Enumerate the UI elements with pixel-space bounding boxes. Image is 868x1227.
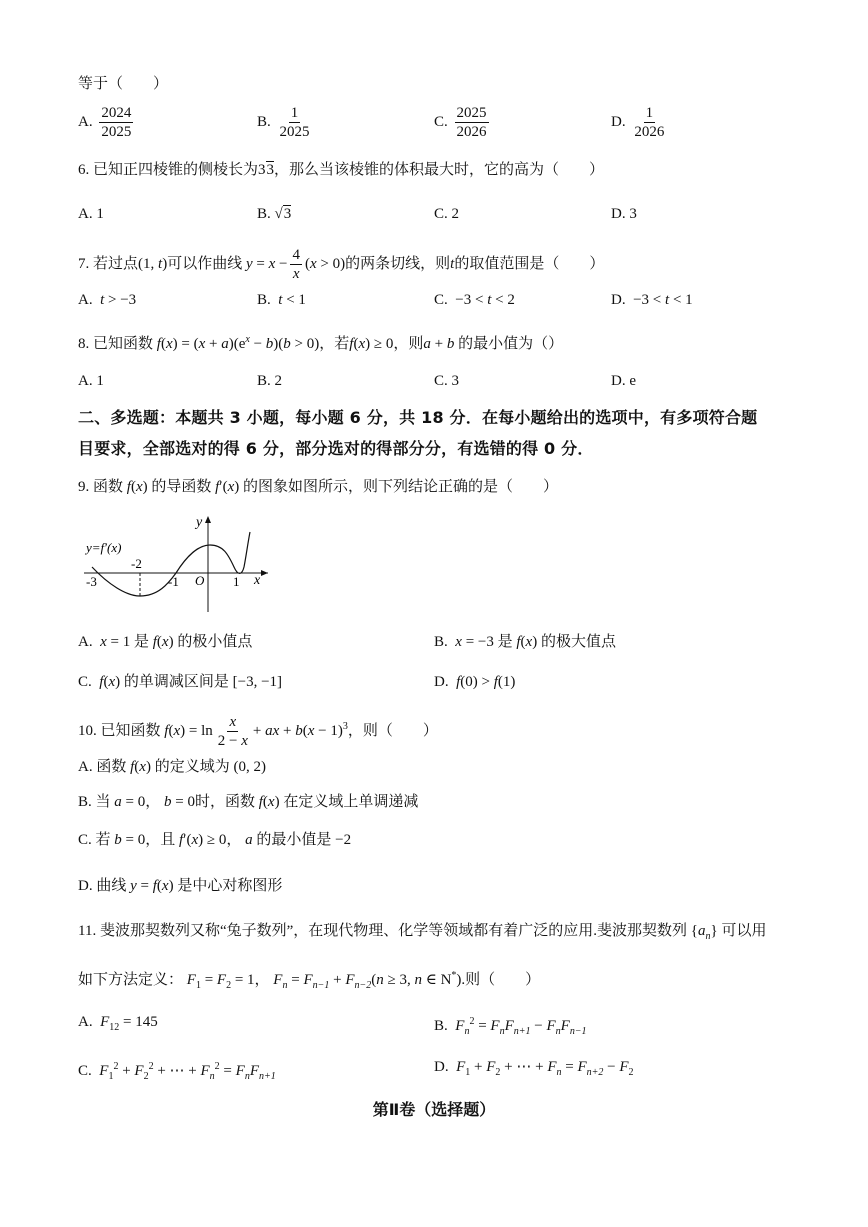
- q10-option-a[interactable]: A. 函数 f(x) 的定义域为 (0, 2): [78, 759, 266, 775]
- q7-stem: 7. 若过点(1, t)可以作曲线 y = x − $\frac{4}{x}$ (x > 0)的两条切线，则t的取值范围是（ ）: [78, 247, 605, 282]
- origin-label: O: [195, 573, 205, 588]
- q5-option-d[interactable]: D. $\frac{1}{2026}$: [611, 105, 665, 140]
- q7-option-a[interactable]: A. t > −3: [78, 292, 137, 308]
- q5-option-b-fraction: $\frac{1}{2025}$: [279, 105, 310, 140]
- x-axis-label: x: [254, 573, 261, 588]
- q5-tail: 等于（ ）: [78, 76, 169, 92]
- part-two-title: 第Ⅱ卷（选择题）: [372, 1100, 496, 1119]
- tick-label-neg3: -3: [86, 574, 97, 589]
- x-axis-arrow-icon: [261, 570, 268, 576]
- q8-option-b[interactable]: B. 2: [257, 373, 283, 389]
- q11-option-c[interactable]: C. $F_1^2 + F_2^2$ + ⋯ + $F_n^2 = F_nF_{n+1}$: [78, 1061, 276, 1082]
- q11-option-d[interactable]: D. $F_1 + F_2$ + ⋯ + $F_n = F_{n+2} - F_2$: [434, 1059, 634, 1078]
- q11-stem-line1: 11. 斐波那契数列又称“兔子数列”，在现代物理、化学等领域都有着广泛的应用.斐波那契数列 $\{a_n\}$ 可以用: [78, 923, 767, 942]
- q5-option-a-fraction: $\frac{2024}{2025}$: [101, 105, 132, 140]
- q8-option-c[interactable]: C. 3: [434, 373, 460, 389]
- q9-option-a[interactable]: A. x = 1 是 f(x) 的极小值点: [78, 634, 253, 650]
- q6-option-b[interactable]: B. √3: [257, 206, 292, 222]
- function-label: y=f′(x): [86, 540, 122, 555]
- q5-option-b[interactable]: B. $\frac{1}{2025}$: [257, 105, 310, 140]
- q11-option-b[interactable]: B. $F_n^2 = F_nF_{n+1} - F_nF_{n-1}$: [434, 1016, 587, 1037]
- q5-option-d-fraction: $\frac{1}{2026}$: [634, 105, 665, 140]
- y-axis-arrow-icon: [205, 516, 211, 523]
- q5-option-c[interactable]: C. $\frac{2025}{2026}$: [434, 105, 487, 140]
- q9-option-c[interactable]: C. f(x) 的单调减区间是 [−3, −1]: [78, 674, 283, 690]
- q11-stem-line2: 如下方法定义： $F_1 = F_2 = 1$， $F_n = F_{n-1} + F_{n-2}(n \ge 3$, n ∈ N*).则（ ）: [78, 970, 541, 991]
- tick-label-1: 1: [233, 574, 240, 589]
- q6-stem: 6. 已知正四棱锥的侧棱长为33，那么当该棱锥的体积最大时，它的高为（ ）: [78, 162, 605, 178]
- q9-option-b[interactable]: B. x = −3 是 f(x) 的极大值点: [434, 634, 616, 650]
- q6-option-d[interactable]: D. 3: [611, 206, 637, 222]
- q10-option-b[interactable]: B. 当 a = 0， b = 0时，函数 f(x) 在定义域上单调递减: [78, 794, 419, 810]
- q7-option-c[interactable]: C. −3 < t < 2: [434, 292, 515, 308]
- q8-option-a[interactable]: A. 1: [78, 373, 104, 389]
- q10-option-c[interactable]: C. 若 b = 0，且 f′(x) ≥ 0， a 的最小值是 −2: [78, 832, 352, 848]
- q11-option-a[interactable]: A. $F_{12} = 145$: [78, 1014, 158, 1033]
- q8-stem: 8. 已知函数 $f(x) = (x + a)(e^x - b)(b > 0)$，若f(x) ≥ 0，则a + b 的最小值为（）: [78, 334, 564, 352]
- q9-stem: 9. 函数 f(x) 的导函数 f′(x) 的图象如图所示，则下列结论正确的是（ ）: [78, 479, 559, 495]
- q10-stem: 10. 已知函数 f(x) = ln $\frac{x}{2 - x}$ + ax + $b(x - 1)^3$，则（ ）: [78, 714, 438, 749]
- q7-option-d[interactable]: D. −3 < t < 1: [611, 292, 693, 308]
- y-axis-label: y: [196, 515, 203, 530]
- q10-option-d[interactable]: D. 曲线 y = f(x) 是中心对称图形: [78, 878, 283, 894]
- section-heading-line2: 目要求，全部选对的得 6 分，部分选对的得部分分，有选错的得 0 分．: [78, 439, 594, 458]
- q5-option-a[interactable]: A. $\frac{2024}{2025}$: [78, 105, 132, 140]
- q6-option-c[interactable]: C. 2: [434, 206, 460, 222]
- q6-option-a[interactable]: A. 1: [78, 206, 104, 222]
- q7-option-b[interactable]: B. t < 1: [257, 292, 306, 308]
- tick-label-neg1: -1: [168, 574, 179, 589]
- tick-label-neg2: -2: [131, 556, 142, 571]
- q9-option-d[interactable]: D. f(0) > f(1): [434, 674, 516, 690]
- q5-option-c-fraction: $\frac{2025}{2026}$: [456, 105, 487, 140]
- q8-option-d[interactable]: D. e: [611, 373, 636, 389]
- q9-derivative-graph: [78, 512, 278, 617]
- section-heading-line1: 二、多选题：本题共 3 小题，每小题 6 分，共 18 分．在每小题给出的选项中，有多项符合题: [78, 408, 758, 427]
